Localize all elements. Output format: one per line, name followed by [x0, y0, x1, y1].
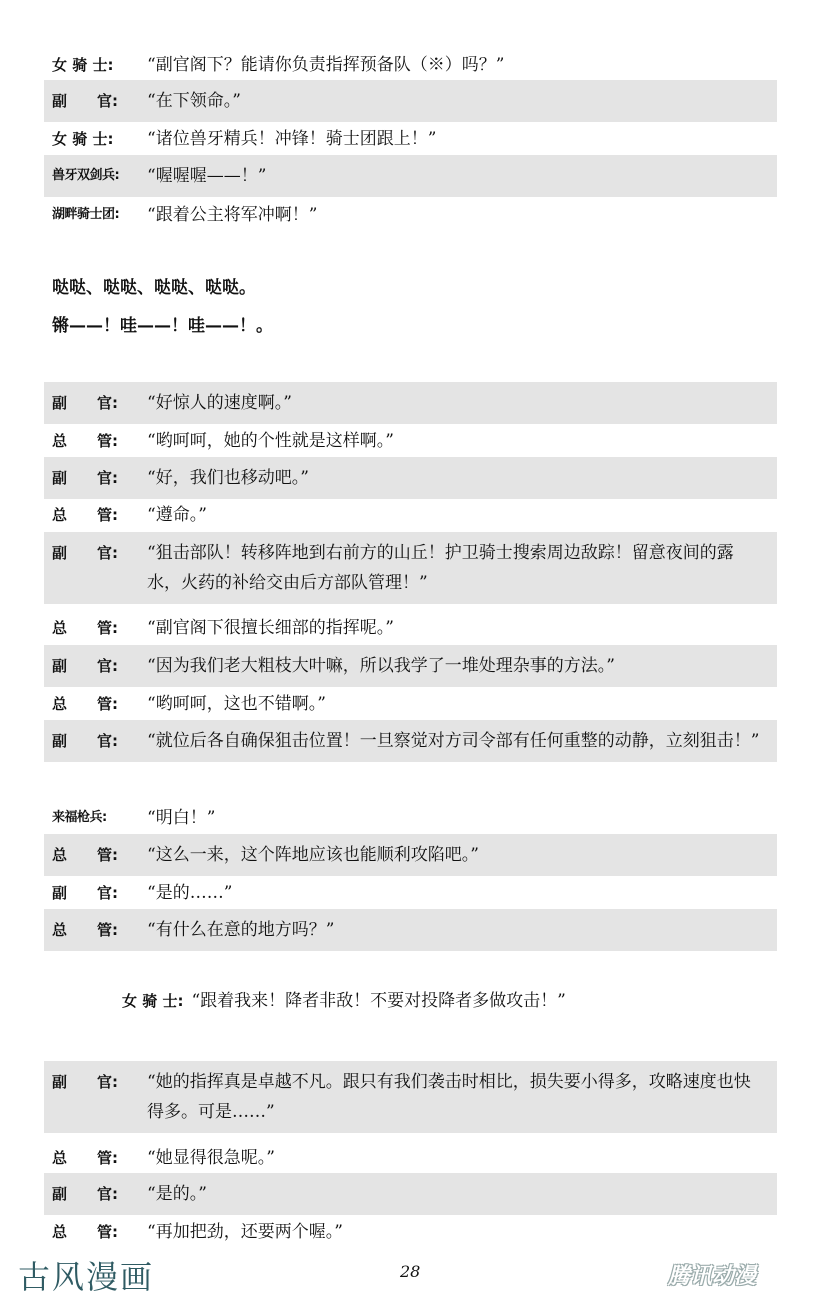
dialogue-row	[44, 1173, 777, 1215]
dialogue-row	[44, 532, 777, 604]
speaker-label: 副 官:	[52, 544, 118, 562]
speaker-label: 总 管:	[52, 1223, 118, 1241]
dialogue-text: “喔喔喔——！”	[147, 166, 267, 186]
speaker-label: 兽牙双剑兵:	[52, 168, 120, 183]
dialogue-text: “因为我们老大粗枝大叶嘛，所以我学了一堆处理杂事的方法。”	[147, 656, 615, 676]
dialogue-text: “好惊人的速度啊。”	[147, 393, 292, 413]
sound-effect-line: 哒哒、哒哒、哒哒、哒哒。	[52, 278, 256, 298]
dialogue-text: “这么一来，这个阵地应该也能顺利攻陷吧。”	[147, 845, 479, 865]
dialogue-text: “她显得很急呢。”	[147, 1148, 275, 1168]
dialogue-text: “再加把劲，还要两个喔。”	[147, 1222, 343, 1242]
dialogue-row	[44, 494, 777, 536]
speaker-label: 来福枪兵:	[52, 810, 107, 825]
speaker-label: 副 官:	[52, 394, 118, 412]
watermark-logo-left: 古风漫画	[18, 1258, 155, 1296]
dialogue-text: “遵命。”	[147, 505, 207, 525]
dialogue-row	[44, 683, 777, 725]
centered-dialogue	[122, 986, 566, 1016]
speaker-label: 总 管:	[52, 695, 118, 713]
dialogue-row	[44, 909, 777, 951]
speaker-label: 总 管:	[52, 846, 118, 864]
sound-effect-line: 锵——！哇——！哇——！。	[52, 316, 273, 336]
dialogue-text: “就位后各自确保狙击位置！一旦察觉对方司令部有任何重整的动静，立刻狙击！”	[147, 731, 760, 751]
speaker-label: 副 官:	[52, 657, 118, 675]
dialogue-text: “明白！”	[147, 808, 216, 828]
dialogue-text: “诸位兽牙精兵！冲锋！骑士团跟上！”	[147, 129, 437, 149]
dialogue-text: “跟着我来！降者非敌！不要对投降者多做攻击！”	[191, 991, 566, 1011]
dialogue-row	[44, 872, 777, 914]
dialogue-text: “狙击部队！转移阵地到右前方的山丘！护卫骑士搜索周边敌踪！留意夜间的露水，火药的补给交由后方部队管理！”	[147, 543, 734, 593]
dialogue-row	[44, 607, 777, 649]
watermark-logo-right: 腾讯动漫	[668, 1264, 757, 1289]
speaker-label: 副 官:	[52, 1185, 118, 1203]
speaker-label: 女 骑 士:	[52, 56, 114, 74]
dialogue-row	[44, 155, 777, 197]
dialogue-text: “有什么在意的地方吗？”	[147, 920, 335, 940]
dialogue-row	[44, 457, 777, 499]
dialogue-row	[44, 1211, 777, 1253]
dialogue-text: “哟呵呵，她的个性就是这样啊。”	[147, 431, 394, 451]
page-number: 28	[400, 1262, 421, 1281]
dialogue-row	[44, 80, 777, 122]
dialogue-text: “是的。”	[147, 1184, 207, 1204]
speaker-label: 副 官:	[52, 92, 118, 110]
dialogue-text: “在下领命。”	[147, 91, 241, 111]
speaker-label: 女 骑 士:	[122, 992, 184, 1010]
speaker-label: 总 管:	[52, 619, 118, 637]
dialogue-text: “她的指挥真是卓越不凡。跟只有我们袭击时相比，损失要小得多，攻略速度也快得多。可是……”	[147, 1072, 751, 1122]
dialogue-row	[44, 797, 777, 839]
speaker-label: 总 管:	[52, 432, 118, 450]
dialogue-text: “副官阁下？能请你负责指挥预备队（※）吗？”	[147, 55, 505, 75]
dialogue-row	[44, 118, 777, 160]
dialogue-row	[44, 645, 777, 687]
speaker-label: 总 管:	[52, 921, 118, 939]
speaker-label: 总 管:	[52, 1149, 118, 1167]
dialogue-row	[44, 382, 777, 424]
dialogue-row	[44, 194, 777, 236]
speaker-label: 女 骑 士:	[52, 130, 114, 148]
speaker-label: 副 官:	[52, 732, 118, 750]
dialogue-text: “是的……”	[147, 883, 233, 903]
dialogue-row	[44, 420, 777, 462]
speaker-label: 副 官:	[52, 469, 118, 487]
dialogue-row	[44, 720, 777, 762]
dialogue-text: “跟着公主将军冲啊！”	[147, 205, 318, 225]
dialogue-text: “好，我们也移动吧。”	[147, 468, 309, 488]
dialogue-text: “副官阁下很擅长细部的指挥呢。”	[147, 618, 394, 638]
speaker-label: 湖畔骑士团:	[52, 207, 120, 222]
dialogue-row	[44, 834, 777, 876]
speaker-label: 副 官:	[52, 884, 118, 902]
speaker-label: 总 管:	[52, 506, 118, 524]
dialogue-row	[44, 1061, 777, 1133]
dialogue-text: “哟呵呵，这也不错啊。”	[147, 694, 326, 714]
speaker-label: 副 官:	[52, 1073, 118, 1091]
